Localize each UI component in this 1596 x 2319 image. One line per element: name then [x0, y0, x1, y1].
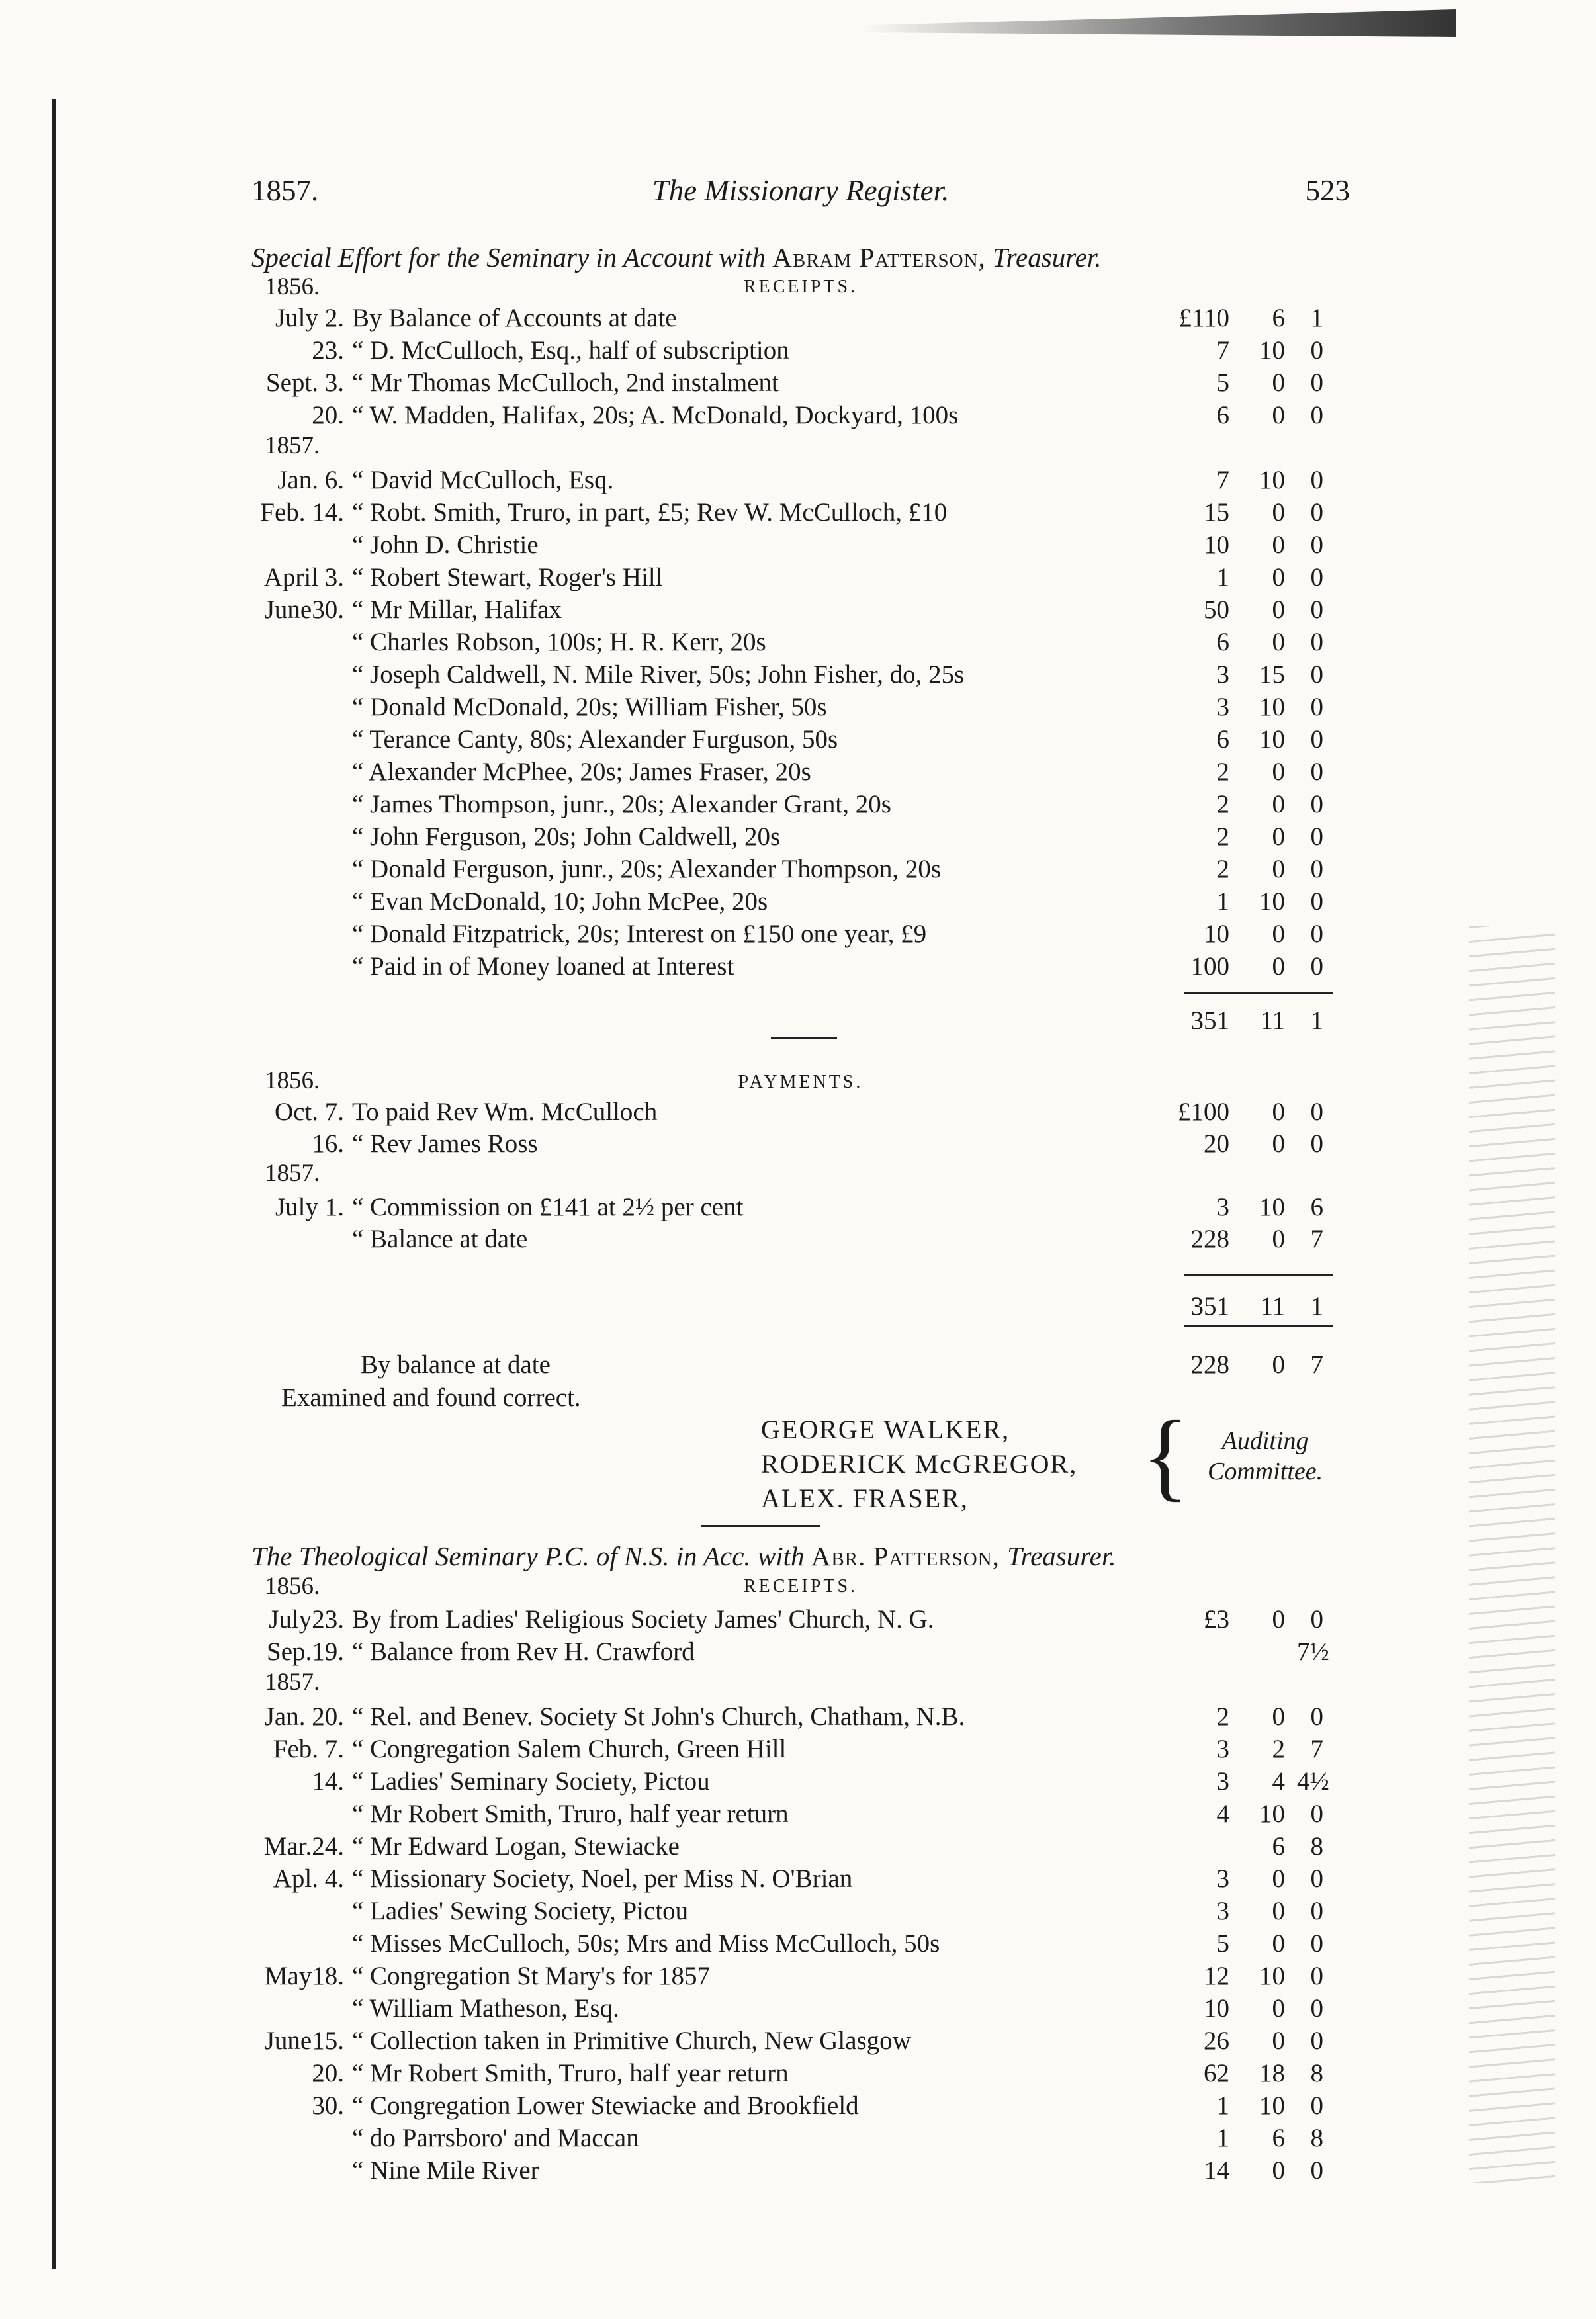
- payment-shillings: 0: [1272, 1098, 1285, 1126]
- receipt-row: [238, 530, 1323, 560]
- receipt-pounds: 50: [1204, 595, 1229, 624]
- short-divider: [771, 1037, 837, 1039]
- receipt2-date: Mar.24.: [263, 1832, 344, 1860]
- receipt-pence: 0: [1310, 595, 1323, 624]
- receipt2-shillings: 18: [1259, 2059, 1285, 2087]
- receipt2-row: [238, 1929, 1323, 1959]
- payment-shillings: 0: [1272, 1129, 1285, 1158]
- receipt-pounds: £110: [1178, 304, 1229, 332]
- receipt2-text: “ Balance from Rev H. Crawford: [352, 1638, 695, 1666]
- receipt-pence: 0: [1310, 855, 1323, 883]
- receipt-pounds: 7: [1216, 466, 1229, 494]
- receipt2-text: “ Congregation Lower Stewiacke and Brookfield: [352, 2091, 859, 2120]
- receipt2-date: June15.: [264, 2027, 344, 2055]
- page-number: 523: [1305, 174, 1350, 207]
- receipt-pounds: 1: [1216, 563, 1229, 591]
- payment-pounds: £100: [1178, 1098, 1229, 1126]
- scan-edge-artifact: [860, 0, 1456, 46]
- total-rule: [1184, 1325, 1333, 1327]
- payment-date: July 1.: [275, 1193, 344, 1221]
- auditor-name: GEORGE WALKER,: [761, 1415, 1010, 1444]
- receipt-shillings: 10: [1259, 693, 1285, 721]
- receipt-pence: 0: [1310, 887, 1323, 916]
- receipt-pounds: 3: [1216, 693, 1229, 721]
- balance-text: By balance at date: [361, 1350, 551, 1379]
- receipt-shillings: 0: [1272, 628, 1285, 656]
- receipt-text: “ Robert Stewart, Roger's Hill: [352, 563, 663, 591]
- receipt-text: By Balance of Accounts at date: [352, 304, 677, 332]
- receipt2-pounds: 62: [1204, 2059, 1229, 2087]
- receipt2-text: “ Congregation Salem Church, Green Hill: [352, 1735, 787, 1763]
- receipt2-row: [238, 2058, 1323, 2089]
- receipt2-row: [238, 1864, 1323, 1894]
- payment-pence: 0: [1310, 1098, 1323, 1126]
- receipt-text: “ Mr Millar, Halifax: [352, 595, 562, 624]
- receipt-row: [238, 335, 1323, 366]
- receipt-pounds: 2: [1216, 790, 1229, 818]
- receipt-shillings: 10: [1259, 887, 1285, 916]
- receipts-year-label: 1856.: [265, 273, 320, 300]
- payments-total-pounds: 351: [1190, 1292, 1229, 1321]
- receipt-pounds: 100: [1190, 952, 1229, 981]
- receipt2-text: “ Congregation St Mary's for 1857: [352, 1962, 711, 1990]
- payment-row: [238, 1129, 1323, 1159]
- receipt-row: [238, 660, 1323, 690]
- receipt-text: “ W. Madden, Halifax, 20s; A. McDonald, Dockyard, 100s: [352, 401, 959, 429]
- receipt2-row: [238, 1702, 1323, 1732]
- payment-row: [238, 1192, 1323, 1223]
- receipt-pence: 0: [1310, 369, 1323, 397]
- receipt2-pence: 0: [1310, 1864, 1323, 1893]
- receipts2-year-label: 1856.: [265, 1573, 320, 1600]
- receipt-pence: 0: [1310, 952, 1323, 981]
- receipt-pounds: 10: [1204, 531, 1229, 559]
- receipt-date: April 3.: [263, 563, 344, 591]
- receipt-text: “ D. McCulloch, Esq., half of subscription: [352, 336, 789, 365]
- receipt-date: 23.: [312, 336, 344, 365]
- receipt-text: “ Alexander McPhee, 20s; James Fraser, 20s: [352, 758, 811, 786]
- receipt2-text: “ Rel. and Benev. Society St John's Church, Chatham, N.B.: [352, 1702, 965, 1731]
- receipt-row: [238, 368, 1323, 398]
- receipt-pence: 0: [1310, 401, 1323, 429]
- committee-word: Auditing: [1221, 1427, 1309, 1455]
- receipt-text: “ Charles Robson, 100s; H. R. Kerr, 20s: [352, 628, 766, 656]
- receipt-row: [238, 692, 1323, 722]
- receipt2-pounds: 1: [1216, 2091, 1229, 2120]
- receipts2-heading: RECEIPTS.: [743, 1576, 858, 1597]
- receipt2-shillings: 0: [1272, 2156, 1285, 2185]
- receipt-pence: 0: [1310, 628, 1323, 656]
- balance-shillings: 0: [1272, 1350, 1285, 1379]
- receipt2-row: [238, 2156, 1323, 2186]
- receipt-year-label: 1857.: [265, 432, 320, 459]
- receipt-date: Jan. 6.: [277, 466, 344, 494]
- receipt2-pence: 0: [1310, 2156, 1323, 2185]
- balance-pounds: 228: [1190, 1350, 1229, 1379]
- receipt2-row: [238, 2026, 1323, 2056]
- receipt2-shillings: 0: [1272, 1864, 1285, 1893]
- receipts-total-shillings: 11: [1260, 1006, 1285, 1035]
- receipt2-pence: 7: [1310, 1735, 1323, 1763]
- receipt2-text: “ Mr Robert Smith, Truro, half year return: [352, 2059, 789, 2087]
- receipt2-text: “ Missionary Society, Noel, per Miss N. O'Brian: [352, 1864, 853, 1893]
- receipt2-pounds: 2: [1216, 1702, 1229, 1731]
- receipt-date: June30.: [264, 595, 344, 624]
- payment-pounds: 228: [1190, 1225, 1229, 1253]
- auditors-list: [761, 1413, 1077, 1516]
- scan-noise: [1469, 926, 1555, 2183]
- receipt2-pence: 0: [1310, 1929, 1323, 1958]
- short-divider: [701, 1525, 820, 1527]
- header-title: The Missionary Register.: [652, 174, 950, 207]
- receipts-total-pence: 1: [1310, 1006, 1323, 1035]
- receipt2-row: [238, 1734, 1323, 1765]
- receipt2-pence: 7½: [1297, 1638, 1329, 1666]
- receipt-row: [238, 400, 1323, 431]
- receipt2-pence: 0: [1310, 1605, 1323, 1634]
- receipt2-text: “ Ladies' Seminary Society, Pictou: [352, 1767, 710, 1796]
- receipt-text: “ David McCulloch, Esq.: [352, 466, 614, 494]
- receipt2-text: “ do Parrsboro' and Maccan: [352, 2124, 639, 2152]
- receipt2-text: “ Nine Mile River: [352, 2156, 539, 2185]
- receipt-pence: 0: [1310, 822, 1323, 851]
- receipt-row: [238, 822, 1323, 852]
- receipt-row: [238, 627, 1323, 658]
- receipt2-pence: 0: [1310, 2027, 1323, 2055]
- receipt-text: “ John D. Christie: [352, 531, 539, 559]
- receipt2-row: [238, 1961, 1323, 1991]
- balance-pence: 7: [1310, 1350, 1323, 1379]
- account2-title-text: The Theological Seminary P.C. of N.S. in Acc. with: [251, 1541, 811, 1571]
- payment-text: “ Rev James Ross: [352, 1129, 538, 1158]
- receipt2-shillings: 0: [1272, 1897, 1285, 1925]
- receipt2-shillings: 4: [1272, 1767, 1285, 1796]
- receipt-text: “ Mr Thomas McCulloch, 2nd instalment: [352, 369, 779, 397]
- receipt-pence: 0: [1310, 336, 1323, 365]
- receipt-pence: 0: [1310, 531, 1323, 559]
- receipt-shillings: 6: [1272, 304, 1285, 332]
- receipt2-shillings: 10: [1259, 2091, 1285, 2120]
- receipt2-shillings: 0: [1272, 1605, 1285, 1634]
- receipt-shillings: 15: [1259, 660, 1285, 689]
- receipt-pence: 0: [1310, 466, 1323, 494]
- auditor-name: RODERICK McGREGOR,: [761, 1449, 1078, 1479]
- receipt-pence: 0: [1310, 563, 1323, 591]
- payment-year-label: 1857.: [265, 1160, 320, 1187]
- receipt-text: “ Joseph Caldwell, N. Mile River, 50s; John Fisher, do, 25s: [352, 660, 965, 689]
- receipt2-row: [238, 1799, 1323, 1829]
- receipt2-pounds: 10: [1204, 1994, 1229, 2023]
- receipt2-pounds: 3: [1216, 1864, 1229, 1893]
- receipt-shillings: 0: [1272, 498, 1285, 527]
- receipt-shillings: 0: [1272, 531, 1285, 559]
- receipt-text: “ John Ferguson, 20s; John Caldwell, 20s: [352, 822, 781, 851]
- receipt2-shillings: 0: [1272, 2027, 1285, 2055]
- receipt2-pence: 0: [1310, 2091, 1323, 2120]
- receipt-row: [238, 919, 1323, 949]
- payment-date: Oct. 7.: [274, 1098, 344, 1126]
- payments-total-shillings: 11: [1260, 1292, 1285, 1321]
- receipt-date: 20.: [312, 401, 344, 429]
- receipt2-shillings: 10: [1259, 1800, 1285, 1828]
- payment-row: [238, 1097, 1323, 1127]
- account1-treasurer-name: Abram Patterson,: [772, 242, 986, 273]
- receipt2-pence: 8: [1310, 1832, 1323, 1860]
- receipt-pounds: 5: [1216, 369, 1229, 397]
- receipt2-pence: 8: [1310, 2124, 1323, 2152]
- receipt2-row: [238, 2123, 1323, 2154]
- receipt-pence: 1: [1310, 304, 1323, 332]
- receipt-pounds: 15: [1204, 498, 1229, 527]
- receipt2-pence: 0: [1310, 1994, 1323, 2023]
- payment-date: 16.: [312, 1129, 344, 1158]
- receipt-row: [238, 465, 1323, 496]
- receipt-pence: 0: [1310, 758, 1323, 786]
- receipt2-date: July23.: [269, 1605, 344, 1634]
- receipt-shillings: 0: [1272, 790, 1285, 818]
- receipt2-text: “ Ladies' Sewing Society, Pictou: [352, 1897, 689, 1925]
- receipt-pounds: 3: [1216, 660, 1229, 689]
- receipt2-date: May18.: [264, 1962, 344, 1990]
- receipt2-shillings: 0: [1272, 1929, 1285, 1958]
- receipts-heading: RECEIPTS.: [743, 277, 858, 297]
- receipt-shillings: 0: [1272, 369, 1285, 397]
- receipt-pence: 0: [1310, 920, 1323, 948]
- receipt2-date: Jan. 20.: [264, 1702, 344, 1731]
- account1-title: [251, 241, 1350, 273]
- receipt-text: “ Donald Ferguson, junr., 20s; Alexander Thompson, 20s: [352, 855, 942, 883]
- receipts-total-pounds: 351: [1190, 1006, 1229, 1035]
- receipt-text: “ Robt. Smith, Truro, in part, £5; Rev W. McCulloch, £10: [352, 498, 948, 527]
- receipt2-date: Apl. 4.: [273, 1864, 344, 1893]
- receipt2-pounds: 3: [1216, 1897, 1229, 1925]
- header-year: 1857.: [251, 174, 319, 207]
- receipt2-pence: 0: [1310, 1897, 1323, 1925]
- payment-shillings: 10: [1259, 1193, 1285, 1221]
- account2-treasurer-role: Treasurer.: [1007, 1541, 1116, 1571]
- receipt2-pence: 0: [1310, 1800, 1323, 1828]
- payment-text: To paid Rev Wm. McCulloch: [352, 1098, 658, 1126]
- receipt-shillings: 0: [1272, 401, 1285, 429]
- receipt-date: Sept. 3.: [265, 369, 344, 397]
- receipt-pounds: 6: [1216, 725, 1229, 754]
- receipt2-pounds: 5: [1216, 1929, 1229, 1958]
- receipt-shillings: 0: [1272, 758, 1285, 786]
- receipt2-year-label: 1857.: [265, 1669, 320, 1696]
- receipt2-row: [238, 1993, 1323, 2024]
- receipt2-pounds: 4: [1216, 1800, 1229, 1828]
- receipt-pounds: 2: [1216, 758, 1229, 786]
- receipt2-date: 14.: [312, 1767, 344, 1796]
- receipt-text: “ Donald McDonald, 20s; William Fisher, 50s: [352, 693, 827, 721]
- receipt-row: [238, 854, 1323, 885]
- account2-title: [251, 1540, 1350, 1572]
- receipt2-row: [238, 1767, 1329, 1797]
- receipt2-pence: 8: [1310, 2059, 1323, 2087]
- receipt2-pounds: 14: [1204, 2156, 1229, 2185]
- account1-treasurer-role: Treasurer.: [993, 242, 1102, 273]
- receipt2-row: [238, 1896, 1323, 1927]
- receipt-pounds: 6: [1216, 628, 1229, 656]
- receipt2-text: “ William Matheson, Esq.: [352, 1994, 619, 2023]
- receipt2-date: Feb. 7.: [273, 1735, 344, 1763]
- receipt2-pence: 0: [1310, 1962, 1323, 1990]
- receipt-pence: 0: [1310, 498, 1323, 527]
- receipt-pounds: 2: [1216, 822, 1229, 851]
- receipt-pounds: 1: [1216, 887, 1229, 916]
- receipt-text: “ Donald Fitzpatrick, 20s; Interest on £150 one year, £9: [352, 920, 927, 948]
- receipt-shillings: 0: [1272, 952, 1285, 981]
- receipt2-pounds: 3: [1216, 1767, 1229, 1796]
- receipt2-row: [238, 1604, 1323, 1635]
- receipt-row: [238, 498, 1323, 528]
- receipt-pence: 0: [1310, 693, 1323, 721]
- receipt2-date: Sep.19.: [267, 1638, 344, 1666]
- account2-treasurer-name: Abr. Patterson,: [811, 1541, 1008, 1571]
- payments-total-row: [238, 1291, 1323, 1322]
- committee-word: Committee.: [1208, 1458, 1323, 1485]
- receipt-date: July 2.: [275, 304, 344, 332]
- payments-heading: PAYMENTS.: [738, 1072, 864, 1092]
- receipt-pence: 0: [1310, 725, 1323, 754]
- payment-pence: 0: [1310, 1129, 1323, 1158]
- auditor-name: ALEX. FRASER,: [761, 1483, 969, 1513]
- receipt-text: “ Evan McDonald, 10; John McPee, 20s: [352, 887, 768, 916]
- receipt2-date: 30.: [312, 2091, 344, 2120]
- receipt-row: [238, 595, 1323, 625]
- receipt2-pounds: 1: [1216, 2124, 1229, 2152]
- receipt-row: [238, 562, 1323, 593]
- page-edge-rule: [52, 99, 56, 2269]
- receipt2-text: “ Collection taken in Primitive Church, New Glasgow: [352, 2027, 911, 2055]
- receipt-shillings: 10: [1259, 725, 1285, 754]
- receipt-text: “ Terance Canty, 80s; Alexander Furguson, 50s: [352, 725, 838, 754]
- receipt-shillings: 0: [1272, 822, 1285, 851]
- account1-title-text: Special Effort for the Seminary in Account with: [251, 242, 766, 273]
- receipt2-row: [238, 1831, 1323, 1862]
- receipt-shillings: 10: [1259, 466, 1285, 494]
- receipt-shillings: 0: [1272, 563, 1285, 591]
- receipt-text: “ Paid in of Money loaned at Interest: [352, 952, 734, 981]
- receipt-pounds: 6: [1216, 401, 1229, 429]
- receipt2-shillings: 6: [1272, 2124, 1285, 2152]
- receipt-text: “ James Thompson, junr., 20s; Alexander Grant, 20s: [352, 790, 891, 818]
- receipt2-pounds: 26: [1204, 2027, 1229, 2055]
- payment-text: “ Commission on £141 at 2½ per cent: [352, 1193, 744, 1221]
- receipt-row: [238, 951, 1323, 982]
- receipt2-shillings: 10: [1259, 1962, 1285, 1990]
- receipt2-row: [238, 2091, 1323, 2121]
- payments-year-label: 1856.: [265, 1067, 320, 1094]
- receipt2-text: “ Misses McCulloch, 50s; Mrs and Miss McCulloch, 50s: [352, 1929, 940, 1958]
- receipt-row: [238, 303, 1323, 333]
- receipt2-text: By from Ladies' Religious Society James' Church, N. G.: [352, 1605, 934, 1634]
- receipt-pence: 0: [1310, 660, 1323, 689]
- payment-pounds: 3: [1216, 1193, 1229, 1221]
- payment-pence: 6: [1310, 1193, 1323, 1221]
- receipt-shillings: 0: [1272, 920, 1285, 948]
- page-header: [251, 173, 1350, 226]
- receipt-row: [238, 789, 1323, 820]
- receipt-pence: 0: [1310, 790, 1323, 818]
- subtotal-rule: [1184, 1274, 1333, 1276]
- receipt-row: [238, 757, 1323, 787]
- examined-note: Examined and found correct.: [281, 1383, 581, 1412]
- receipt-row: [238, 724, 1323, 755]
- receipt-pounds: 10: [1204, 920, 1229, 948]
- receipt2-shillings: 0: [1272, 1994, 1285, 2023]
- receipt2-shillings: 2: [1272, 1735, 1285, 1763]
- subtotal-rule: [1184, 992, 1333, 994]
- receipt-pounds: 2: [1216, 855, 1229, 883]
- receipt-shillings: 0: [1272, 595, 1285, 624]
- committee-label: [1208, 1426, 1323, 1487]
- receipt2-pounds: 12: [1204, 1962, 1229, 1990]
- receipt2-pounds: £3: [1204, 1605, 1229, 1634]
- receipt-pounds: 7: [1216, 336, 1229, 365]
- brace-glyph: {: [1141, 1401, 1189, 1510]
- payment-row: [238, 1224, 1323, 1254]
- receipt2-shillings: 0: [1272, 1702, 1285, 1731]
- payment-shillings: 0: [1272, 1225, 1285, 1253]
- receipt2-pence: 0: [1310, 1702, 1323, 1731]
- receipt-shillings: 0: [1272, 855, 1285, 883]
- receipt2-pounds: 3: [1216, 1735, 1229, 1763]
- receipt2-pence: 4½: [1297, 1767, 1329, 1796]
- receipt-date: Feb. 14.: [260, 498, 344, 527]
- receipt2-row: [238, 1637, 1329, 1667]
- receipt2-text: “ Mr Robert Smith, Truro, half year return: [352, 1800, 789, 1828]
- payments-total-pence: 1: [1310, 1292, 1323, 1321]
- receipt2-text: “ Mr Edward Logan, Stewiacke: [352, 1832, 680, 1860]
- receipt2-date: 20.: [312, 2059, 344, 2087]
- payment-pounds: 20: [1204, 1129, 1229, 1158]
- payment-text: “ Balance at date: [352, 1225, 528, 1253]
- receipt-shillings: 10: [1259, 336, 1285, 365]
- payment-pence: 7: [1310, 1225, 1323, 1253]
- receipt2-shillings: 6: [1272, 1832, 1285, 1860]
- receipts-total-row: [238, 1006, 1323, 1036]
- receipt-row: [238, 887, 1323, 917]
